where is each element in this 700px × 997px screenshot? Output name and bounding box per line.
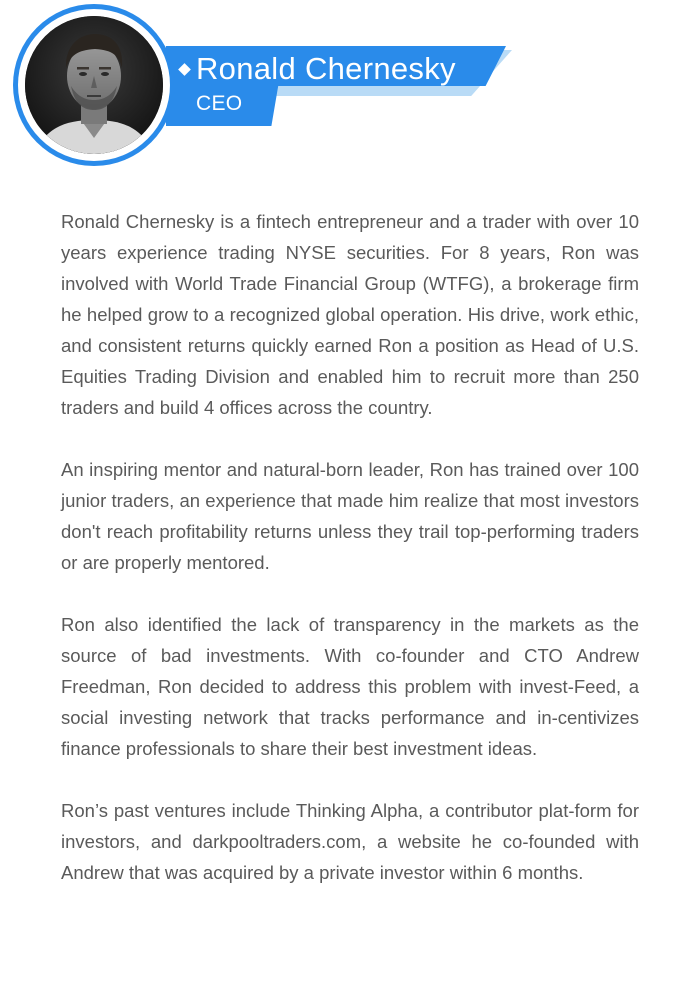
biography [61,206,639,888]
profile-name: Ronald Chernesky [196,51,456,86]
name-row [180,50,456,88]
bio-paragraph: Ron’s past ventures include Thinking Alpha, a contributor plat-form for investors, and darkpooltraders.com, a website he co-founded with Andrew that was acquired by a private investor within 6 months. [61,800,639,883]
profile-header [0,0,700,180]
profile-title: CEO [196,92,243,115]
bio-paragraph: Ron also identified the lack of transparency in the markets as the source of bad investments. With co-founder and CTO Andrew Freedman, Ron decided to address this problem with invest-Feed, a social investing network that tracks performance and in-centivizes finance professionals to share their best investment ideas. [61,614,639,759]
portrait-photo-icon [25,16,163,154]
bio-paragraph: Ronald Chernesky is a fintech entrepreneur and a trader with over 10 years experience trading NYSE securities. For 8 years, Ron was involved with World Trade Financial Group (WTFG), a brokerage firm he helped grow to a recognized global operation. His drive, work ethic, and consistent returns quickly earned Ron a position as Head of U.S. Equities Trading Division and enabled him to recruit more than 250 traders and build 4 offices across the country. [61,211,639,418]
avatar [25,16,163,154]
diamond-bullet-icon [178,63,191,76]
bio-paragraph: An inspiring mentor and natural-born leader, Ron has trained over 100 junior traders, an experience that made him realize that most investors don't reach profitability returns unless they trail top-performing traders or are properly mentored. [61,459,639,573]
